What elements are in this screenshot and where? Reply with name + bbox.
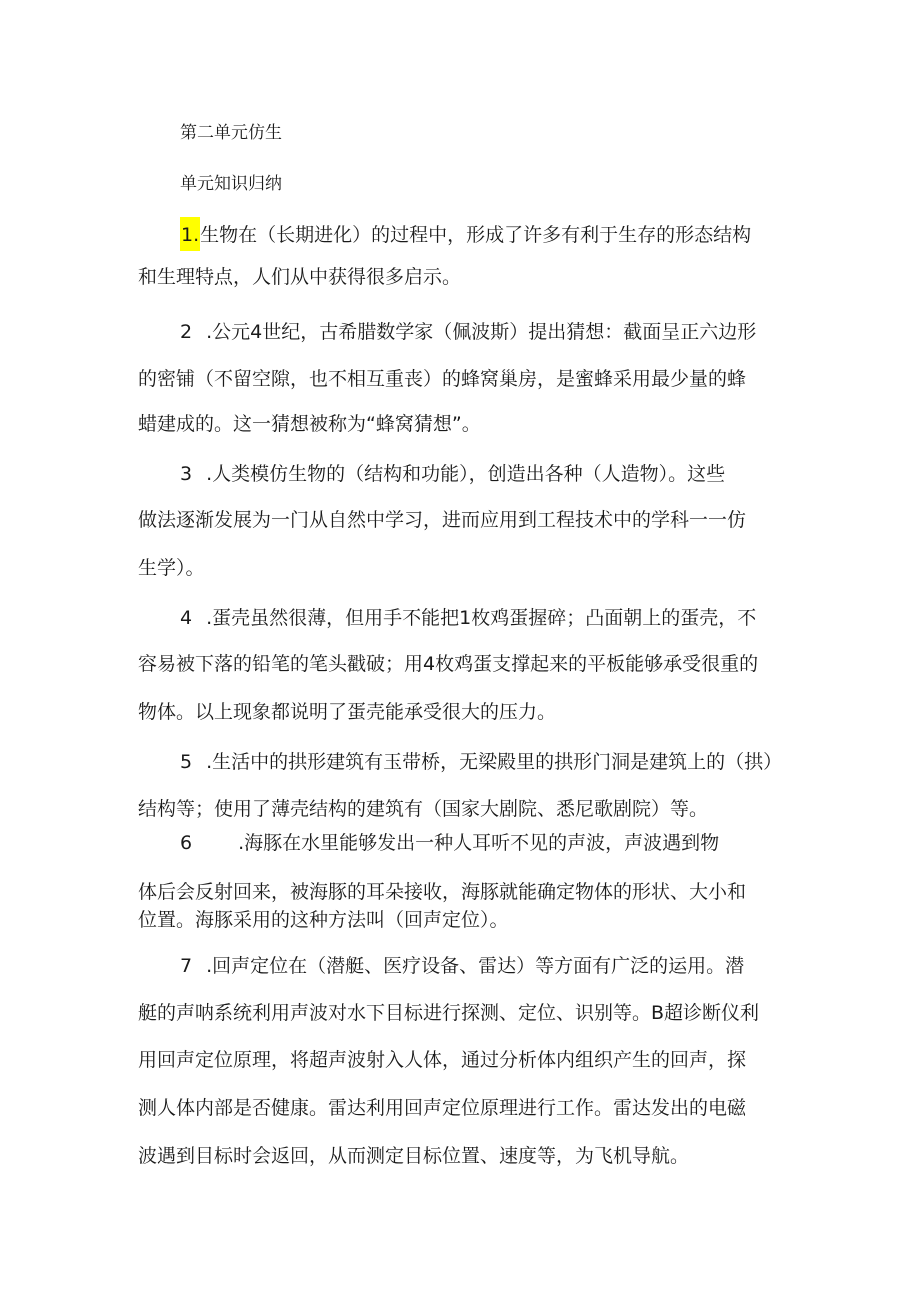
list-item-2-line-1 (180, 320, 756, 344)
list-item-1-line-1 (180, 217, 751, 251)
list-item-5-line-2: 结构等；使用了薄壳结构的建筑有（国家大剧院、悉尼歌剧院）等。 (138, 798, 709, 820)
item-number: 3 (180, 463, 193, 485)
list-item-7-line-4: 测人体内部是否健康。雷达利用回声定位原理进行工作。雷达发出的电磁 (138, 1097, 747, 1119)
list-item-3-line-2: 做法逐渐发展为一门从自然中学习，进而应用到工程技术中的学科一一仿 (138, 509, 747, 531)
list-item-4-line-3: 物体。以上现象都说明了蛋壳能承受很大的压力。 (138, 701, 557, 723)
item-number: 2 (180, 321, 193, 343)
list-item-6-line-1 (180, 831, 719, 855)
item-number: 7 (180, 955, 193, 977)
section-title: 单元知识归纳 (180, 174, 282, 194)
list-item-6-line-3: 位置。海豚采用的这种方法叫（回声定位）。 (138, 909, 509, 931)
item-text: .蛋壳虽然很薄，但用手不能把1枚鸡蛋握碎；凸面朝上的蛋壳，不 (206, 607, 757, 629)
item-text: .公元4世纪，古希腊数学家（佩波斯）提出猜想：截面呈正六边形 (206, 321, 757, 343)
list-item-2-line-2: 的密铺（不留空隙，也不相互重丧）的蜂窝巢房，是蜜蜂采用最少量的蜂 (138, 368, 747, 390)
item-text: .人类模仿生物的（结构和功能），创造出各种（人造物）。这些 (206, 463, 726, 485)
list-item-4-line-2: 容易被下落的铅笔的笔头戳破；用4枚鸡蛋支撑起来的平板能够承受很重的 (138, 653, 759, 675)
item-number: 4 (180, 607, 193, 629)
item-number: 6 (180, 832, 193, 854)
item-text: 生物在（长期进化）的过程中，形成了许多有利于生存的形态结构 (200, 224, 752, 246)
list-item-2-line-3: 蜡建成的。这一猜想被称为“蜂窝猜想”。 (138, 413, 481, 435)
list-item-3-line-1 (180, 462, 725, 486)
list-item-1-line-2: 和生理特点，人们从中获得很多启示。 (138, 266, 462, 288)
list-item-6-line-2: 体后会反射回来，被海豚的耳朵接收，海豚就能确定物体的形状、大小和 (138, 881, 747, 903)
list-item-7-line-2: 艇的声呐系统利用声波对水下目标进行探测、定位、识别等。B超诊断仪利 (138, 1002, 760, 1024)
item-text: .海豚在水里能够发出一种人耳听不见的声波，声波遇到物 (238, 832, 720, 854)
list-item-4-line-1 (180, 606, 756, 630)
item-text: .生活中的拱形建筑有玉带桥，无梁殿里的拱形门洞是建筑上的（拱） (206, 751, 783, 773)
unit-title: 第二单元仿生 (180, 123, 282, 143)
list-item-5-line-1 (180, 750, 782, 774)
item-number-highlight: 1. (180, 217, 200, 251)
list-item-7-line-1 (180, 954, 744, 978)
item-number: 5 (180, 751, 193, 773)
list-item-7-line-3: 用回声定位原理，将超声波射入人体，通过分析体内组织产生的回声，探 (138, 1049, 747, 1071)
list-item-3-line-3: 生学）。 (138, 557, 205, 579)
list-item-7-line-5: 波遇到目标时会返回，从而测定目标位置、速度等，为飞机导航。 (138, 1145, 690, 1167)
item-text: .回声定位在（潜艇、医疗设备、雷达）等方面有广泛的运用。潜 (206, 955, 745, 977)
